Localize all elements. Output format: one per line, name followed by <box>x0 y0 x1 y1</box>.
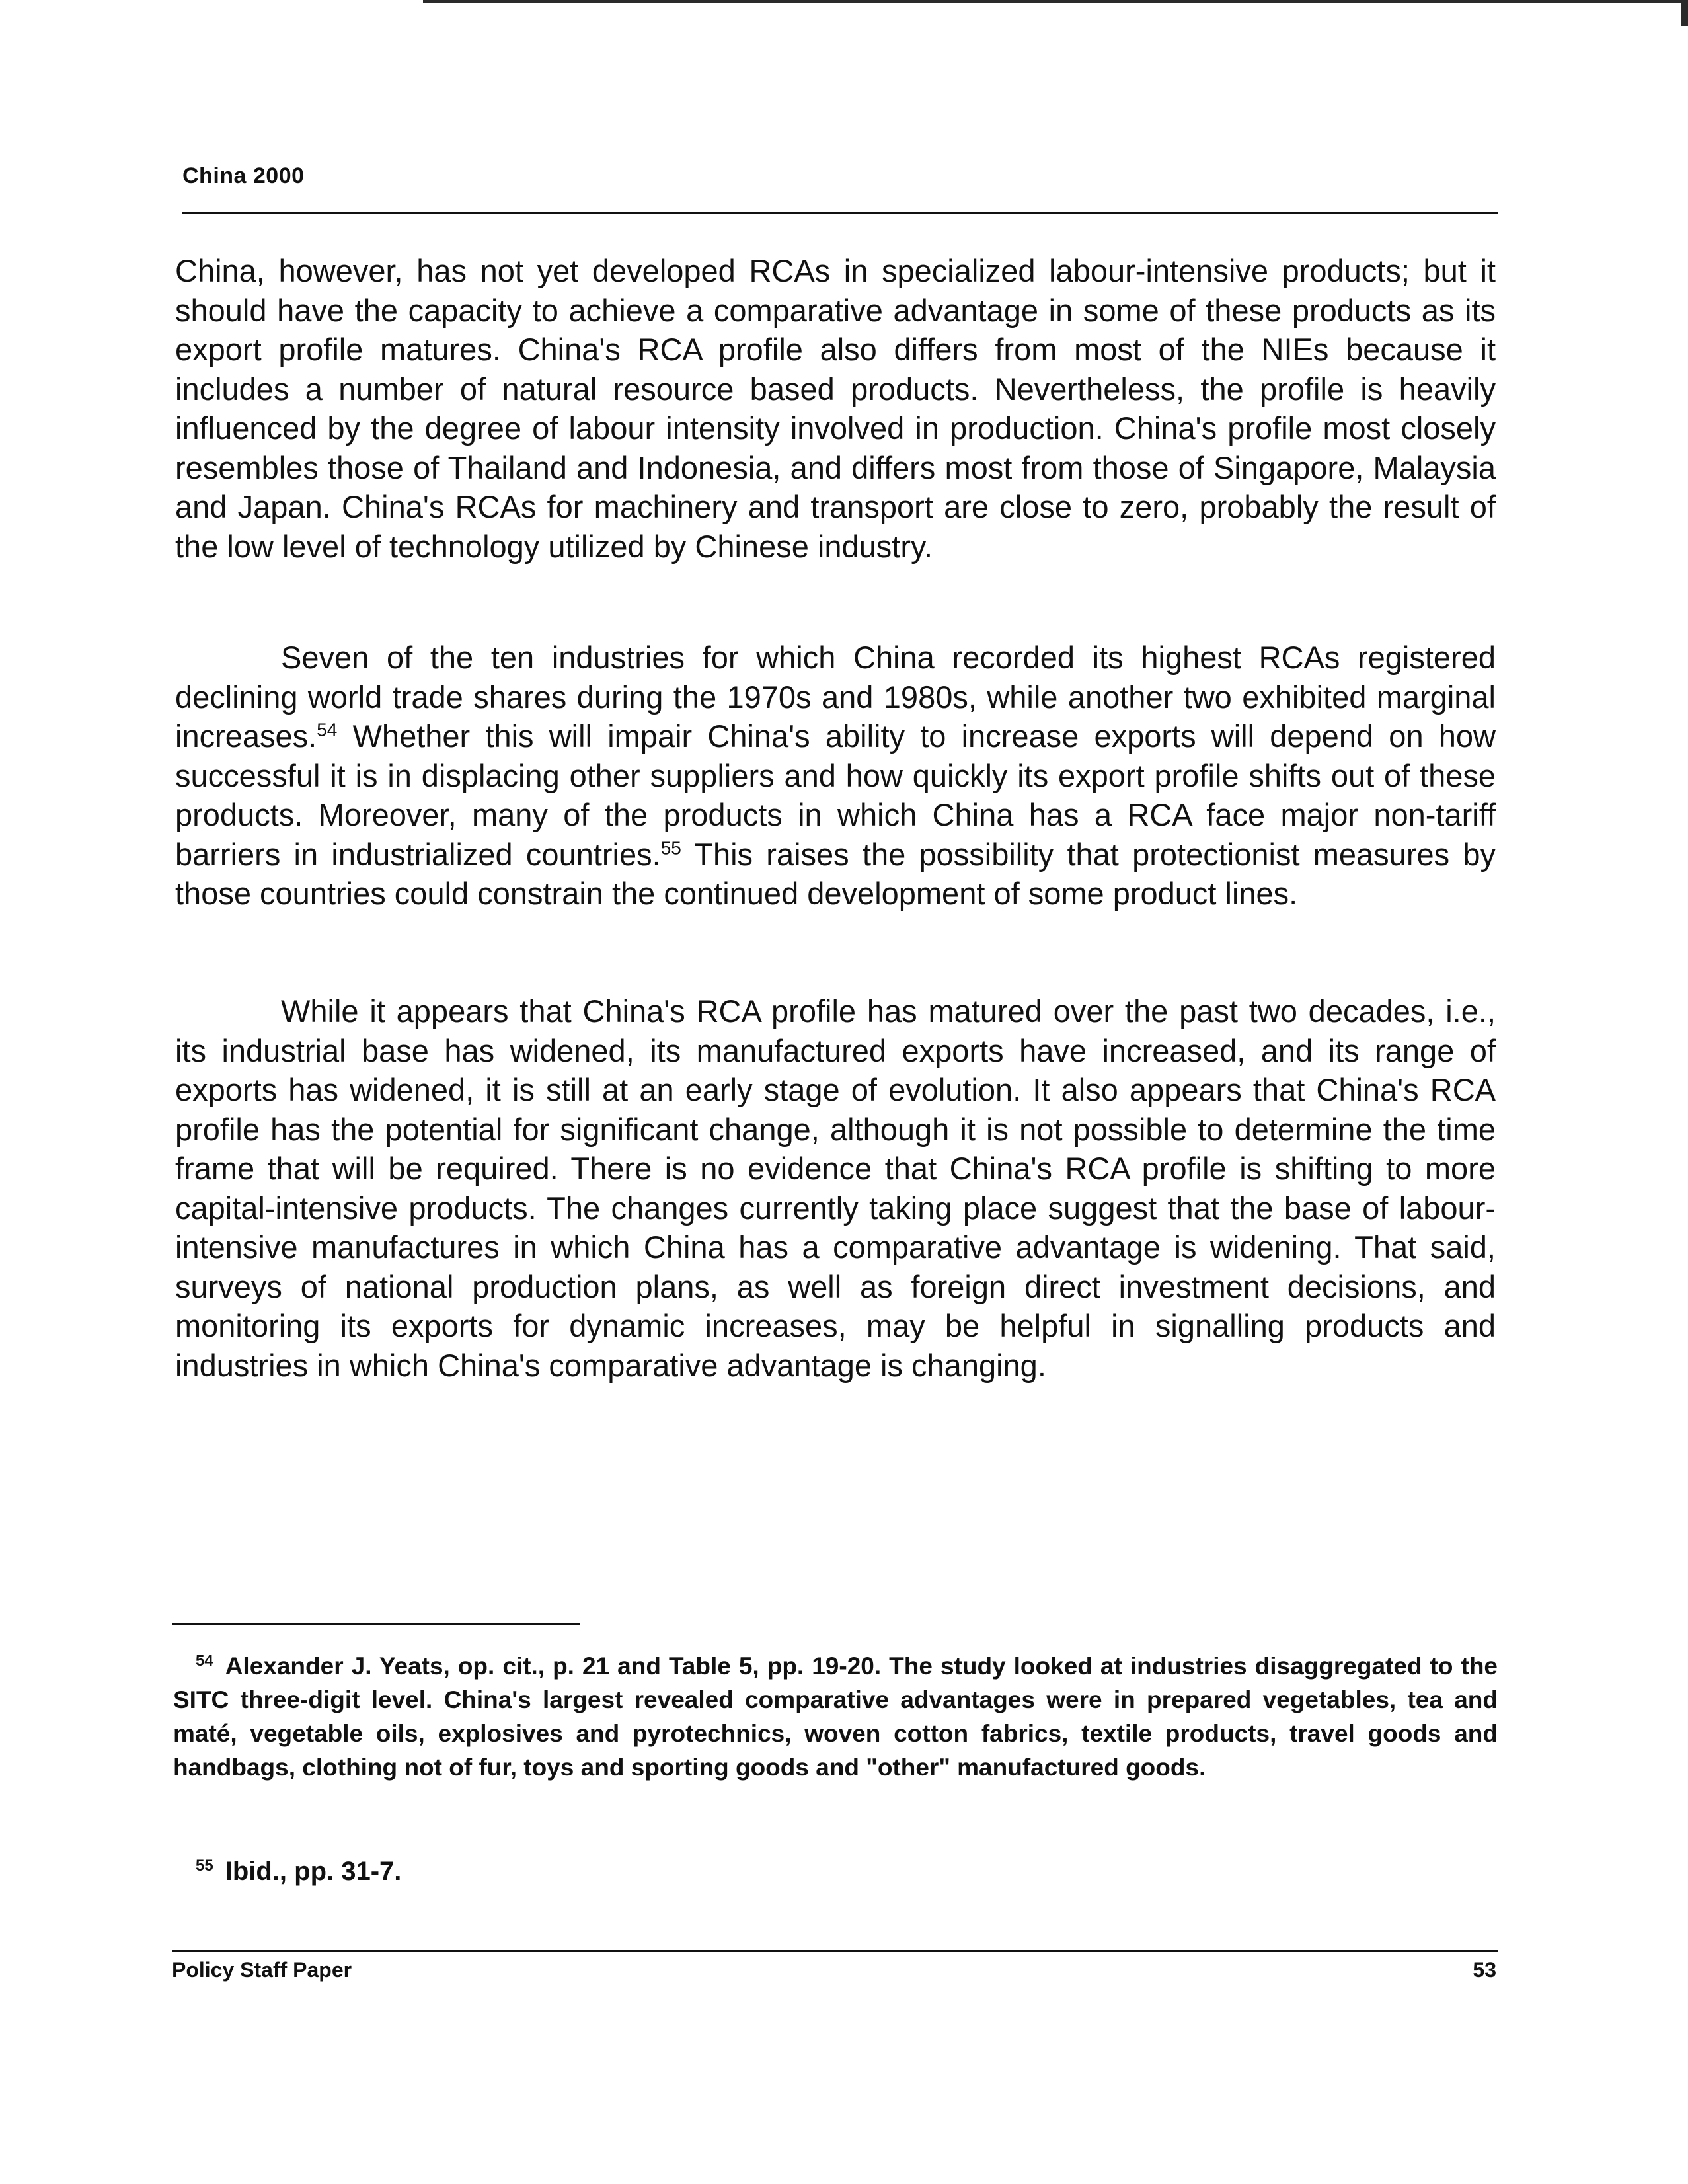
running-title: China 2000 <box>182 163 305 188</box>
footnote-55 <box>173 1855 1498 1889</box>
footnote-separator <box>172 1623 580 1625</box>
paragraph-2-part-a: Seven of the ten industries for which China recorded its highest RCAs registered declining world trade shares during the 1970s and 1980s, while another two exhibited marginal increases. <box>175 640 1496 754</box>
footnote-ref-55: 55 <box>660 837 681 858</box>
page-number: 53 <box>1473 1958 1496 1982</box>
paragraph-2-part-b: Whether this will impair China's ability to increase exports will depend on how successful it is in displacing other suppliers and how quickly its export profile shifts out of these products. Moreover, many of the products in which China has a RCA face major non-tariff barriers in industrialized countries. <box>175 719 1496 872</box>
scan-edge-top <box>423 0 1688 3</box>
footer-publication: Policy Staff Paper <box>172 1958 352 1982</box>
paragraph-1: China, however, has not yet developed RCAs in specialized labour-intensive products; but it should have the capacity to achieve a comparative advantage in some of these products as its export profile matures. China's RCA profile also differs from most of the NIEs because it includes a number of natural resource based products. Nevertheless, the profile is heavily influenced by the degree of labour intensity involved in production. China's profile most closely resembles those of Thailand and Indonesia, and differs most from those of Singapore, Malaysia and Japan. China's RCAs for machinery and transport are close to zero, probably the result of the low level of technology utilized by Chinese industry. <box>175 253 1496 564</box>
footnote-55-marker: 55 <box>196 1856 213 1875</box>
footer-rule <box>172 1950 1498 1952</box>
footnote-55-text: Ibid., pp. 31-7. <box>225 1857 402 1886</box>
paragraph-3: While it appears that China's RCA profile has matured over the past two decades, i.e., its industrial base has widened, its manufactured exports have increased, and its range of exports has widened, it is still at an early stage of evolution. It also appears that China's RCA profile has the potential for significant change, although it is not possible to determine the time frame that will be required. There is no evidence that China's RCA profile is shifting to more capital-intensive products. The changes currently taking place suggest that the base of labour-intensive manufactures in which China has a comparative advantage is widening. That said, surveys of national production plans, as well as foreign direct investment decisions, and monitoring its exports for dynamic increases, may be helpful in signalling products and industries in which China's comparative advantage is changing. <box>175 994 1496 1383</box>
footnote-54-marker: 54 <box>196 1651 213 1670</box>
paragraph-2 <box>175 638 1496 914</box>
paragraph-2-part-c: This raises the possibility that protectionist measures by those countries could constrain the continued development of some product lines. <box>175 836 1496 911</box>
scan-edge-right <box>1681 0 1688 26</box>
footnote-54 <box>173 1649 1498 1784</box>
header-rule <box>182 212 1498 214</box>
footnote-54-text: Alexander J. Yeats, op. cit., p. 21 and Table 5, pp. 19-20. The study looked at industries disaggregated to the SITC three-digit level. China's largest revealed comparative advantages were in prepared vegetables, tea and maté, vegetable oils, explosives and pyrotechnics, woven cotton fabrics, textile products, travel goods and handbags, clothing not of fur, toys and sporting goods and "other" manufactured goods. <box>173 1653 1498 1781</box>
footnote-ref-54: 54 <box>317 719 338 740</box>
